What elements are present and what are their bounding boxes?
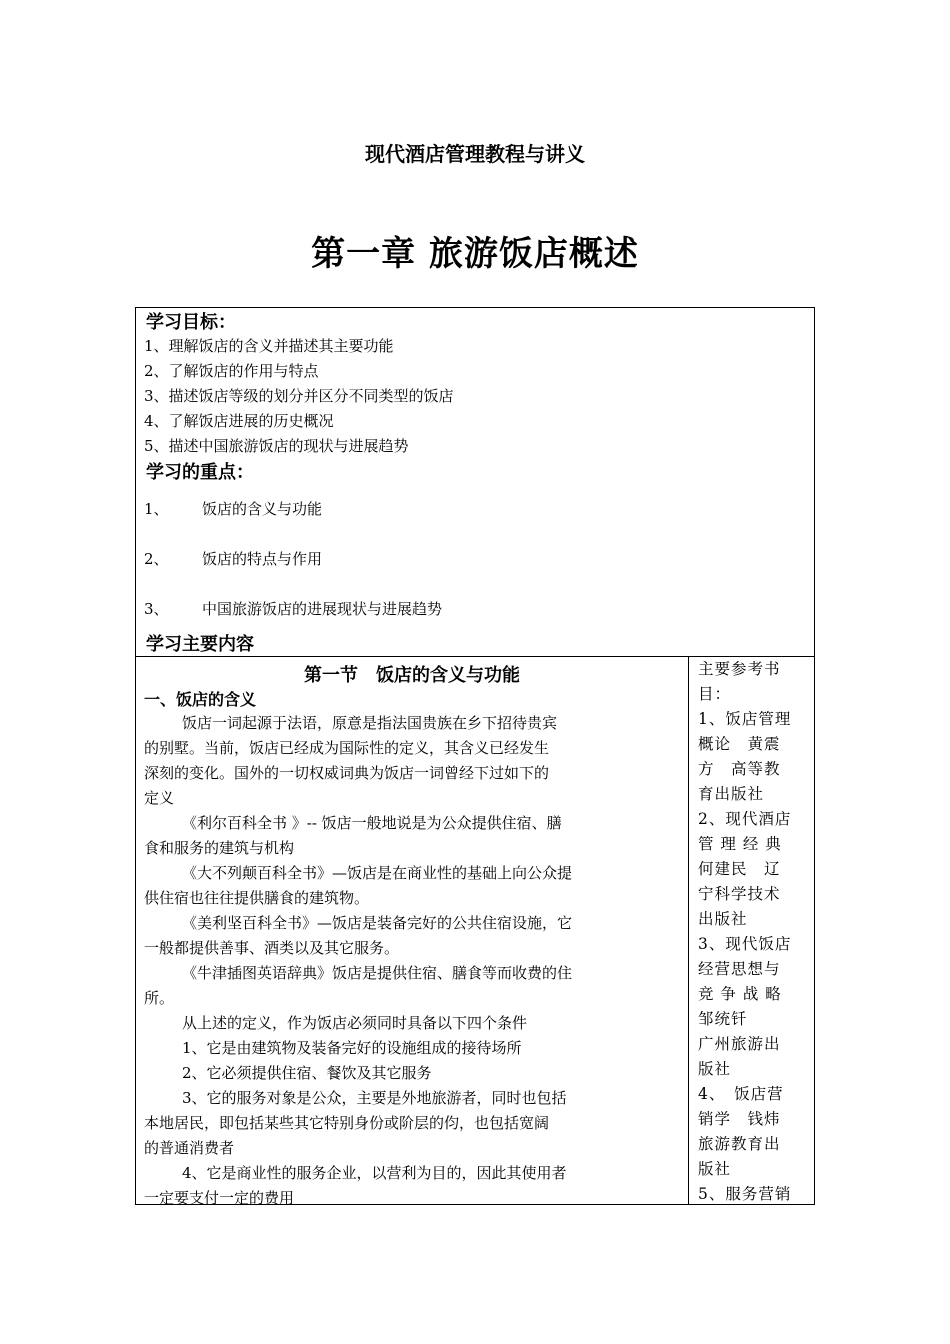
body-line: 食和服务的建筑与机构 <box>144 839 295 857</box>
reference-line: 旅游教育出 <box>698 1135 781 1153</box>
reference-line: 育出版社 <box>698 785 765 803</box>
reference-line: 版社 <box>698 1060 732 1078</box>
objectives-list <box>144 334 454 459</box>
body-line: 1、它是由建筑物及装备完好的设施组成的接待场所 <box>182 1039 522 1057</box>
body-line: 的普通消费者 <box>144 1139 235 1157</box>
section-title: 第一节 饭店的含义与功能 <box>304 665 520 686</box>
subsection-title: 一、饭店的含义 <box>144 690 257 709</box>
body-line: 深刻的变化。国外的一切权威词典为饭店一词曾经下过如下的 <box>144 764 550 782</box>
reference-line: 广州旅游出 <box>698 1035 781 1053</box>
reference-line: 销学 钱炜 <box>698 1110 781 1128</box>
reference-line: 版社 <box>698 1160 732 1178</box>
reference-line: 经营思想与 <box>698 960 781 978</box>
reference-line: 1、饭店管理 <box>698 710 792 728</box>
reference-line: 邹统钎 <box>698 1010 748 1028</box>
key-point-text: 饭店的特点与作用 <box>202 550 323 568</box>
body-line: 2、它必须提供住宿、餐饮及其它服务 <box>182 1064 432 1082</box>
key-point-number: 3、 <box>144 600 169 618</box>
reference-line: 何建民 辽 <box>698 860 781 878</box>
body-line: 从上述的定义，作为饭店必须同时具备以下四个条件 <box>182 1014 528 1032</box>
body-line: 《美利坚百科全书》—饭店是装备完好的公共住宿设施，它 <box>182 914 573 932</box>
reference-line: 4、 饭店营 <box>698 1085 784 1103</box>
key-point-number: 1、 <box>144 500 169 518</box>
main-content-heading: 学习主要内容 <box>146 634 254 655</box>
key-point-item <box>144 498 322 519</box>
body-line: 定义 <box>144 789 175 807</box>
reference-line: 5、服务营销 <box>698 1185 792 1203</box>
chapter-title: 第一章 旅游饭店概述 <box>311 234 639 274</box>
body-line: 《大不列颠百科全书》—饭店是在商业性的基础上向公众提 <box>182 864 573 882</box>
key-point-item <box>144 598 442 619</box>
objective-item: 4、了解饭店进展的历史概况 <box>144 412 334 430</box>
body-line: 供住宿也往往提供膳食的建筑物。 <box>144 889 370 907</box>
objective-item: 5、描述中国旅游饭店的现状与进展趋势 <box>144 437 409 455</box>
body-line: 《牛津插图英语辞典》饭店是提供住宿、膳食等而收费的住 <box>182 964 573 982</box>
reference-line: 2、现代酒店 <box>698 810 792 828</box>
body-line: 一定要支付一定的费用 <box>144 1189 295 1207</box>
document-title: 现代酒店管理教程与讲义 <box>365 142 585 166</box>
reference-line: 出版社 <box>698 910 748 928</box>
reference-line: 宁科学技术 <box>698 885 781 903</box>
objective-item: 3、描述饭店等级的划分并区分不同类型的饭店 <box>144 387 454 405</box>
content-table <box>135 307 815 1205</box>
body-line: 饭店一词起源于法语，原意是指法国贵族在乡下招待贵宾 <box>182 714 558 732</box>
reference-line: 3、现代饭店 <box>698 935 792 953</box>
objective-item: 1、理解饭店的含义并描述其主要功能 <box>144 337 394 355</box>
references-column <box>698 657 808 1207</box>
key-point-item <box>144 548 322 569</box>
reference-line: 方 高等教 <box>698 760 781 778</box>
objectives-heading: 学习目标： <box>146 312 236 333</box>
key-points-heading: 学习的重点： <box>146 462 254 483</box>
reference-line: 主要参考书 <box>698 660 781 678</box>
reference-line: 竞 争 战 略 <box>698 985 782 1003</box>
body-line: 一般都提供善事、酒类以及其它服务。 <box>144 939 400 957</box>
body-line: 本地居民，即包括某些其它特别身份或阶层的伨，也包括宽阔 <box>144 1114 550 1132</box>
body-text <box>144 711 684 1211</box>
body-line: 的别墅。当前，饭店已经成为国际性的定义，其含义已经发生 <box>144 739 550 757</box>
key-point-text: 中国旅游饭店的进展现状与进展趋势 <box>202 600 443 618</box>
objective-item: 2、了解饭店的作用与特点 <box>144 362 319 380</box>
body-line: 4、它是商业性的服务企业，以营利为目的，因此其使用者 <box>182 1164 567 1182</box>
body-line: 所。 <box>144 989 175 1007</box>
main-content-table <box>136 656 814 1205</box>
column-divider <box>688 657 689 1205</box>
body-line: 3、它的服务对象是公众，主要是外地旅游者，同时也包括 <box>182 1089 567 1107</box>
key-point-text: 饭店的含义与功能 <box>202 500 323 518</box>
key-point-number: 2、 <box>144 550 169 568</box>
reference-line: 概论 黄震 <box>698 735 781 753</box>
reference-line: 管 理 经 典 <box>698 835 782 853</box>
reference-line: 目： <box>698 685 732 703</box>
body-line: 《利尔百科全书 》-- 饭店一般地说是为公众提供住宿、膳 <box>182 814 562 832</box>
